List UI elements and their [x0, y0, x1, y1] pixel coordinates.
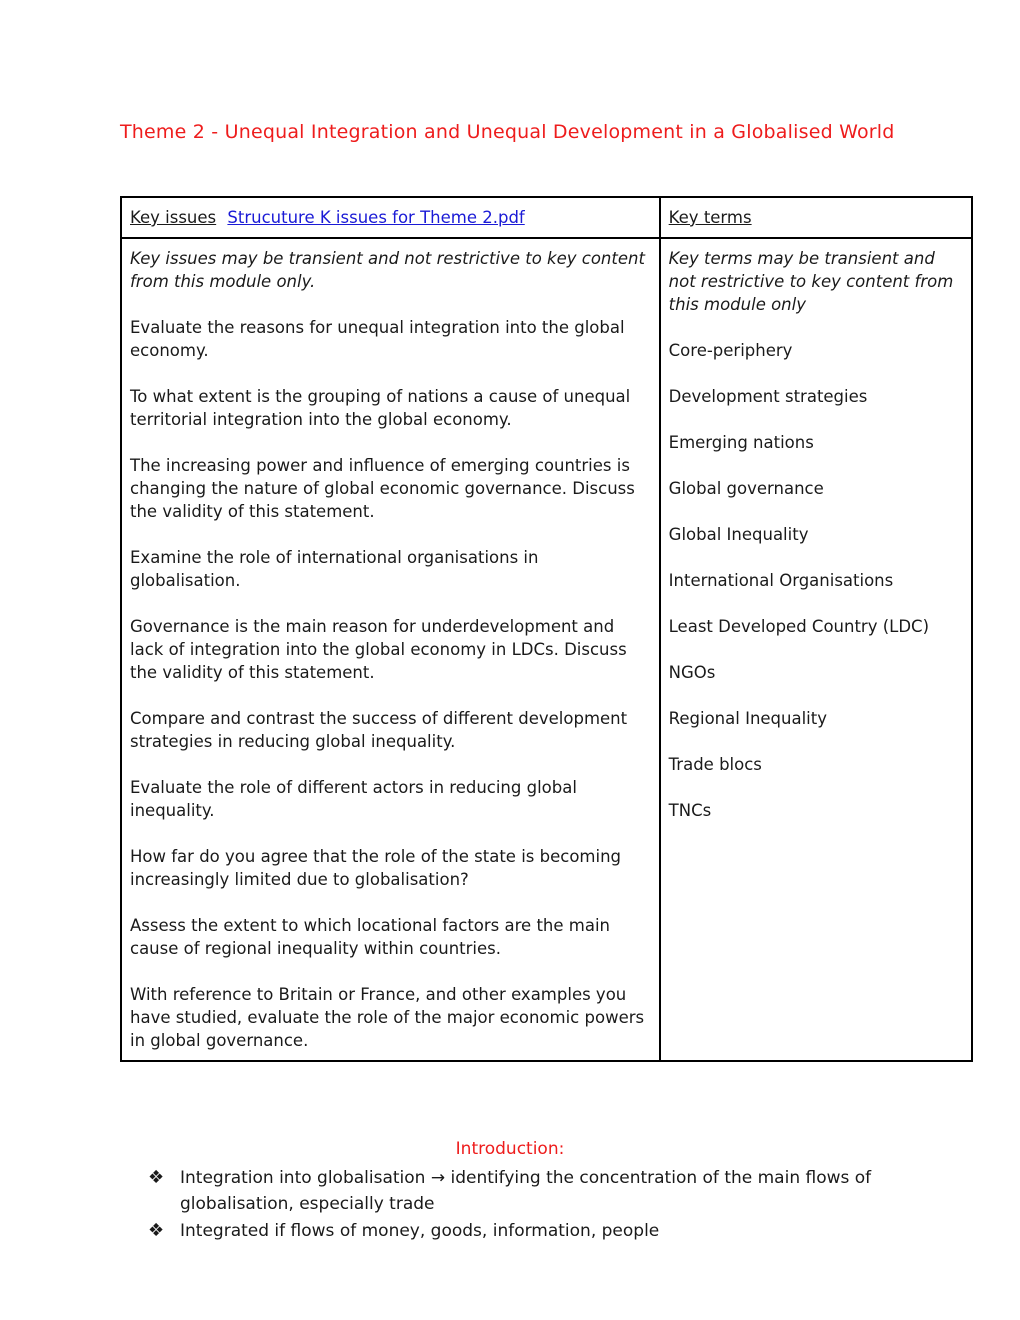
term-item: NGOs — [668, 663, 716, 682]
list-item — [148, 1165, 908, 1217]
table-body-row — [121, 238, 972, 1061]
header-key-issues — [121, 197, 660, 238]
issue-item: Examine the role of international organisations in globalisation. — [130, 548, 539, 590]
terms-note: Key terms may be transient and not restrictive to key content from this module only — [668, 249, 954, 314]
term-item: International Organisations — [668, 571, 894, 590]
issue-item: Compare and contrast the success of different development strategies in reducing global inequality. — [130, 709, 628, 751]
issue-item: Evaluate the reasons for unequal integration into the global economy. — [130, 318, 625, 360]
introduction-list — [148, 1165, 908, 1245]
issue-item: With reference to Britain or France, and other examples you have studied, evaluate the role of the major economic powers in global governance. — [130, 985, 645, 1050]
key-terms-label: Key terms — [668, 208, 752, 227]
list-item-text: Integrated if flows of money, goods, information, people — [180, 1221, 660, 1241]
term-item: Emerging nations — [668, 433, 814, 452]
term-item: Global Inequality — [668, 525, 809, 544]
term-item: Trade blocs — [668, 755, 762, 774]
issue-item: Evaluate the role of different actors in reducing global inequality. — [130, 778, 577, 820]
term-item: Regional Inequality — [668, 709, 828, 728]
issue-item: To what extent is the grouping of nations a cause of unequal territorial integration into the global economy. — [130, 387, 631, 429]
issue-item: The increasing power and influence of emerging countries is changing the nature of global economic governance. Discuss the validity of this statement. — [130, 456, 635, 521]
key-issues-cell — [121, 238, 660, 1061]
table-header-row — [121, 197, 972, 238]
key-issues-label: Key issues — [130, 208, 217, 227]
key-issues-table — [120, 196, 973, 1062]
list-item-text: Integration into globalisation → identifying the concentration of the main flows of globalisation, especially trade — [180, 1168, 872, 1214]
issue-item: Governance is the main reason for underdevelopment and lack of integration into the global economy in LDCs. Discuss the validity of this statement. — [130, 617, 627, 682]
term-item: Development strategies — [668, 387, 868, 406]
diamond-bullet-icon: ❖ — [148, 1167, 165, 1188]
page-title: Theme 2 - Unequal Integration and Unequal Development in a Globalised World — [120, 121, 895, 143]
term-item: TNCs — [668, 801, 712, 820]
introduction-heading: Introduction: — [455, 1139, 565, 1159]
term-item: Least Developed Country (LDC) — [668, 617, 930, 636]
structure-pdf-link[interactable]: Strucuture K issues for Theme 2.pdf — [227, 208, 525, 227]
issues-note: Key issues may be transient and not restrictive to key content from this module only. — [130, 249, 645, 291]
term-item: Global governance — [668, 479, 824, 498]
diamond-bullet-icon: ❖ — [148, 1220, 165, 1241]
key-terms-cell — [660, 238, 972, 1061]
issue-item: How far do you agree that the role of the state is becoming increasingly limited due to globalisation? — [130, 847, 622, 889]
list-item — [148, 1218, 908, 1244]
header-key-terms — [660, 197, 972, 238]
issue-item: Assess the extent to which locational factors are the main cause of regional inequality within countries. — [130, 916, 610, 958]
term-item: Core-periphery — [668, 341, 793, 360]
